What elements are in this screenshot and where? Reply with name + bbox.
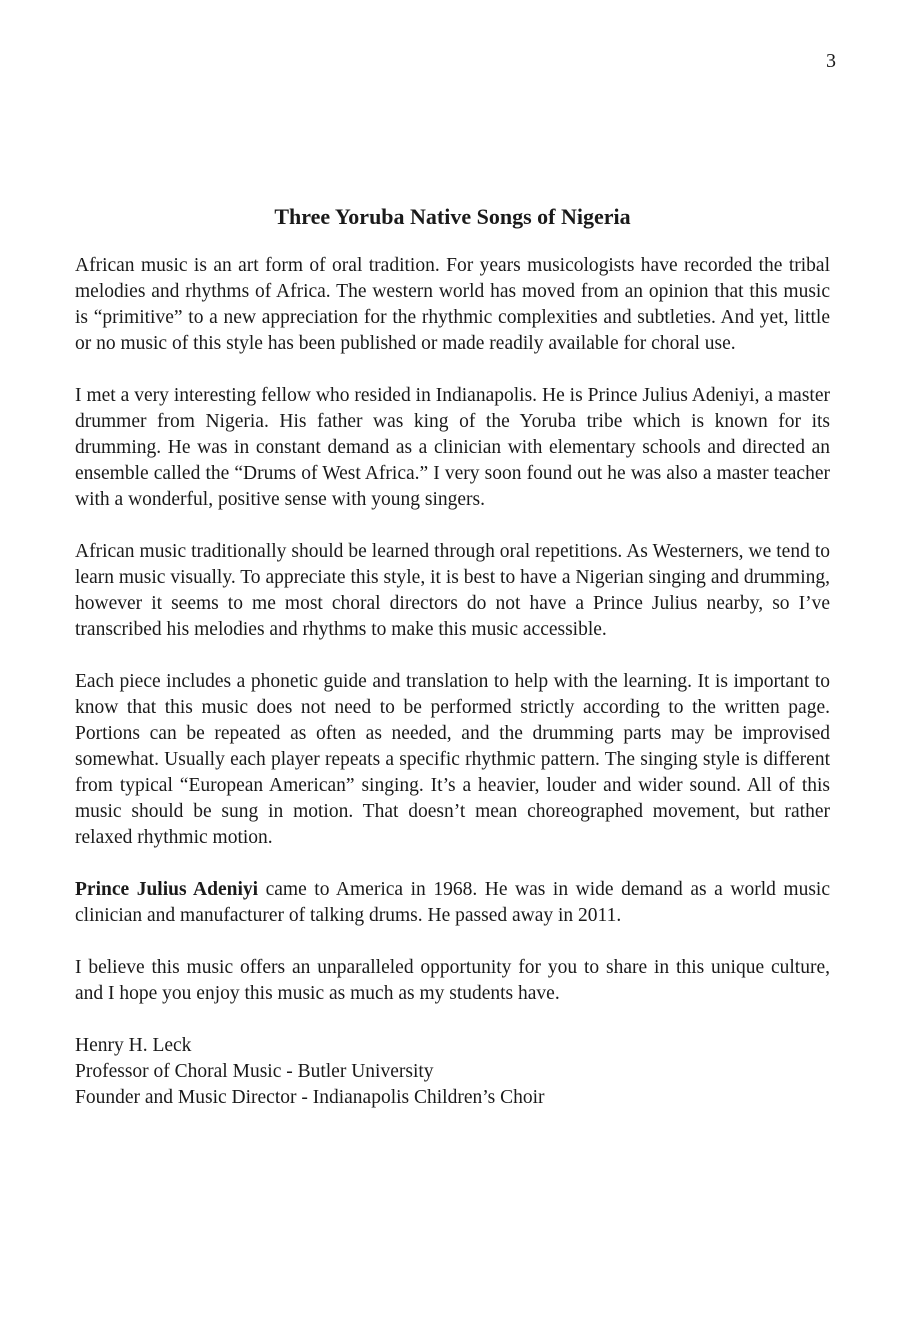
paragraph-bio <box>75 877 830 929</box>
page-title: Three Yoruba Native Songs of Nigeria <box>274 204 631 229</box>
signature-title-1: Professor of Choral Music - Butler University <box>75 1061 434 1082</box>
paragraph-oral-tradition: African music is an art form of oral tradition. For years musicologists have recorded the tribal melodies and rhythms of Africa. The western world has moved from an opinion that this music is “primitive” to a new appreciation for the rhythmic complexities and subtleties. And yet, little or no music of this style has been published or made readily available for choral use. <box>75 255 830 354</box>
signature-block <box>75 1033 830 1111</box>
paragraph-learning-style: African music traditionally should be learned through oral repetitions. As Westerners, we tend to learn music visually. To appreciate this style, it is best to have a Nigerian singing and drumming, however it seems to me most choral directors do not have a Prince Julius nearby, so I’ve transcribed his melodies and rhythms to make this music accessible. <box>75 541 830 640</box>
paragraph-closing: I believe this music offers an unparalleled opportunity for you to share in this unique culture, and I hope you enjoy this music as much as my students have. <box>75 957 830 1004</box>
paragraph-prince-julius: I met a very interesting fellow who resided in Indianapolis. He is Prince Julius Adeniyi, a master drummer from Nigeria. His father was king of the Yoruba tribe which is known for its drumming. He was in constant demand as a clinician with elementary schools and directed an ensemble called the “Drums of West Africa.” I very soon found out he was also a master teacher with a wonderful, positive sense with young singers. <box>75 385 830 510</box>
paragraph-performance-notes: Each piece includes a phonetic guide and translation to help with the learning. It is important to know that this music does not need to be performed strictly according to the written page. Portions can be repeated as often as needed, and the drumming parts may be improvised somewhat. Usually each player repeats a specific rhythmic pattern. The singing style is different from typical “European American” singing. It’s a heavier, louder and wider sound. All of this music should be sung in motion. That doesn’t mean choreographed movement, but rather relaxed rhythmic motion. <box>75 671 830 848</box>
page-number: 3 <box>826 50 836 72</box>
bio-text: came to America in 1968. He was in wide demand as a world music clinician and manufacturer of talking drums. He passed away in 2011. <box>75 879 830 926</box>
signature-title-2: Founder and Music Director - Indianapolis Children’s Choir <box>75 1087 545 1108</box>
document-body <box>75 200 830 1111</box>
signature-name: Henry H. Leck <box>75 1035 192 1056</box>
bio-name: Prince Julius Adeniyi <box>75 879 259 900</box>
